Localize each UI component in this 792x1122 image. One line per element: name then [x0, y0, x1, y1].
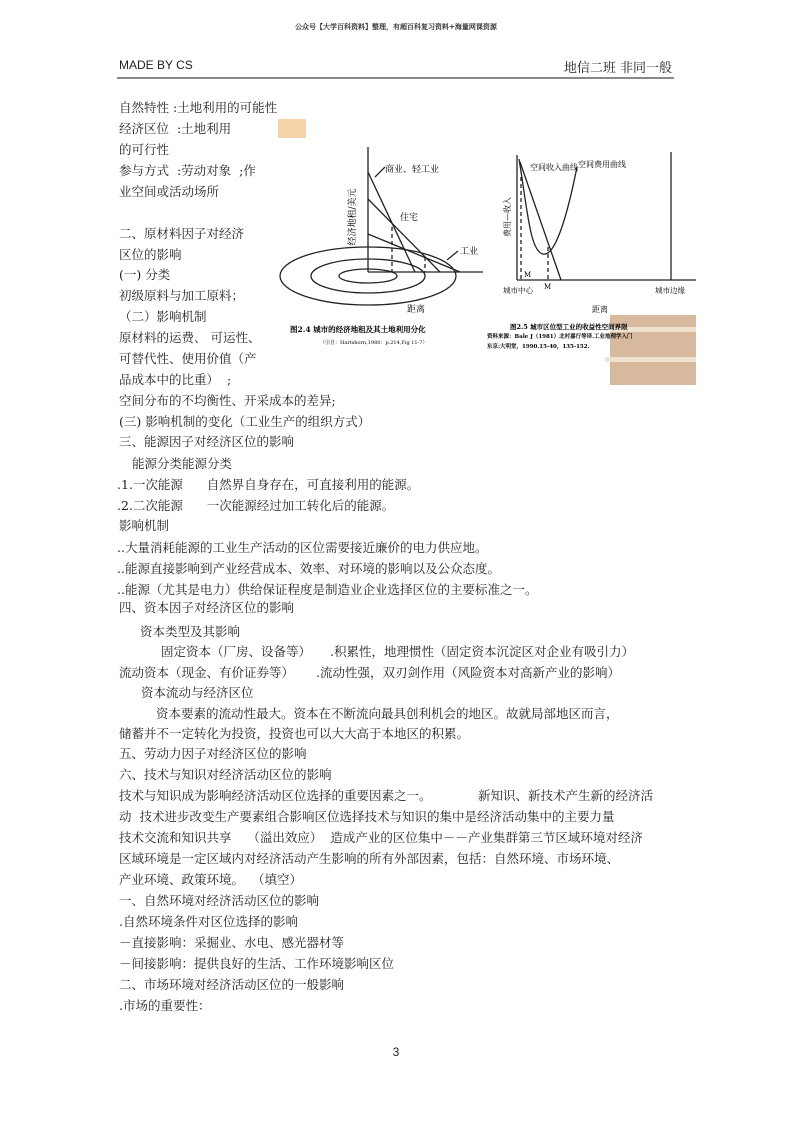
header-rule	[117, 77, 674, 79]
text-line: 五、劳动力因子对经济区位的影响	[119, 746, 307, 761]
text-line: ..大量消耗能源的工业生产活动的区位需要接近廉价的电力供应地。	[117, 540, 488, 555]
text-line: （二）影响机制	[119, 309, 207, 324]
text-line: 产业环境、政策环境。 （填空）	[119, 872, 302, 887]
fig2-x-left: 城市中心	[503, 286, 533, 295]
text-line: 资本流动与经济区位	[141, 685, 254, 700]
fig2-label-revenue: 空间收入曲线	[530, 163, 578, 172]
text-line: 品成本中的比重） ;	[119, 372, 232, 387]
text-line: 三、能源因子对经济区位的影响	[119, 434, 295, 449]
text-line: ..能源（尤其是电力）供给保证程度是制造业企业选择区位的主要标准之一。	[117, 582, 538, 597]
fig1-source: （引自：Hartshorn,1980：p.214,Fig 11-7）	[320, 340, 428, 346]
text-line: 储蓄并不一定转化为投资，投资也可以大大高于本地区的积累。	[119, 726, 470, 741]
fig1-label-industry: 工业	[460, 247, 479, 257]
text-line: 四、资本因子对经济区位的影响	[119, 600, 295, 615]
text-line: 参与方式 :劳动对象 ;作	[119, 163, 256, 178]
decorative-block	[278, 119, 306, 138]
text-line: 新知识、新技术产生新的经济活	[478, 788, 654, 803]
figure-land-rent	[275, 117, 696, 385]
text-line: .2.二次能源 一次能源经过加工转化后的能源。	[117, 498, 395, 513]
books-page-edge	[605, 357, 696, 362]
fig2-m2: M	[544, 283, 552, 291]
page-number: 3	[392, 1045, 400, 1059]
text-line: 流动资本（现金、有价证券等）	[119, 665, 295, 680]
text-line: 区域环境是一定区域内对经济活动产生影响的所有外部因素，包括：自然环境、市场环境、	[119, 851, 620, 866]
fig1-caption: 图2.4 城市的经济地租及其土地利用分化	[290, 325, 426, 334]
fig2-y-axis: 费用—收入	[503, 197, 512, 237]
text-line: 二、原材料因子对经济	[119, 226, 245, 241]
fig2-x-right: 城市边缘	[655, 286, 685, 295]
text-line: 二、市场环境对经济活动区位的一般影响	[119, 977, 345, 992]
fig1-label-commerce: 商业、轻工业	[385, 165, 440, 175]
fig2-caption: 图2.5 城市区位型工业的收益性空间界限	[510, 323, 628, 331]
text-line: 的可行性	[119, 142, 170, 157]
fig2-m1: M	[524, 271, 532, 279]
header-left: MADE BY CS	[119, 58, 193, 72]
fig1-label-housing: 住宅	[400, 213, 419, 223]
text-line: 动 技术进步改变生产要素组合影响区位选择技术与知识的集中是经济活动集中的主要力量	[119, 809, 615, 824]
text-line: －直接影响：采掘业、水电、感光器材等	[119, 935, 345, 950]
fig2-x-axis: 距离	[592, 305, 608, 314]
text-line: 区位的影响	[119, 247, 182, 262]
text-line: 六、技术与知识对经济活动区位的影响	[119, 767, 332, 782]
text-line: 资本要素的流动性最大。资本在不断流向最具创利机会的地区。故就局部地区而言，	[156, 706, 619, 721]
text-line: .1.一次能源 自然界自身存在，可直接利用的能源。	[117, 477, 420, 492]
fig1-x-axis: 距离	[407, 305, 426, 315]
text-line: 能源分类能源分类	[132, 456, 233, 471]
text-line: .积累性，地理惯性（固定资本沉淀区对企业有吸引力）	[330, 644, 634, 659]
text-line: .自然环境条件对区位选择的影响	[119, 914, 298, 929]
text-line: 自然特性 :土地利用的可能性	[119, 100, 278, 115]
text-line: .市场的重要性：	[119, 998, 211, 1013]
text-line: 初级原料与加工原料；	[119, 288, 245, 303]
fig2-source-2: 东京:大明堂，1990.15-40，135-152.	[487, 344, 590, 350]
text-line: －间接影响：提供良好的生活、工作环境影响区位	[119, 956, 395, 971]
text-line: 业空间或活动场所	[119, 184, 220, 199]
text-line: 空间分布的不均衡性、开采成本的差异;	[119, 393, 336, 408]
text-line: 可替代性、使用价值（产	[119, 351, 257, 366]
text-line: 资本类型及其影响	[140, 624, 241, 639]
fig2-label-cost: 空间费用曲线	[578, 160, 626, 169]
text-line: 经济区位 :土地利用	[119, 121, 232, 136]
text-line: (一) 分类	[119, 267, 171, 282]
text-line: 影响机制	[119, 518, 170, 533]
text-line: 技术交流和知识共享 （溢出效应） 造成产业的区位集中－－产业集群第三节区域环境对经济	[119, 830, 643, 845]
fig1-y-axis: 经济地租/美元	[348, 188, 358, 246]
text-line: 一、自然环境对经济活动区位的影响	[119, 893, 320, 908]
header-right: 地信二班 非同一般	[563, 61, 672, 76]
text-line: 固定资本（厂房、设备等）	[161, 644, 312, 659]
text-line: ..能源直接影响到产业经营成本、效率、对环境的影响以及公众态度。	[117, 561, 500, 576]
top-note: 公众号【大学百科资料】整理，有超百科复习资料+海量网课资源	[295, 22, 497, 31]
fig2-source-1: 资料来源：Bale J（1981）北村嘉行等译.工业地理学入门	[487, 334, 633, 340]
text-line: (三) 影响机制的变化（工业生产的组织方式）	[119, 414, 371, 429]
text-line: 原材料的运费、 可运性、	[119, 330, 261, 345]
text-line: .流动性强，双刃剑作用（风险资本对高新产业的影响）	[316, 665, 620, 680]
text-line: 技术与知识成为影响经济活动区位选择的重要因素之一。	[119, 788, 432, 803]
